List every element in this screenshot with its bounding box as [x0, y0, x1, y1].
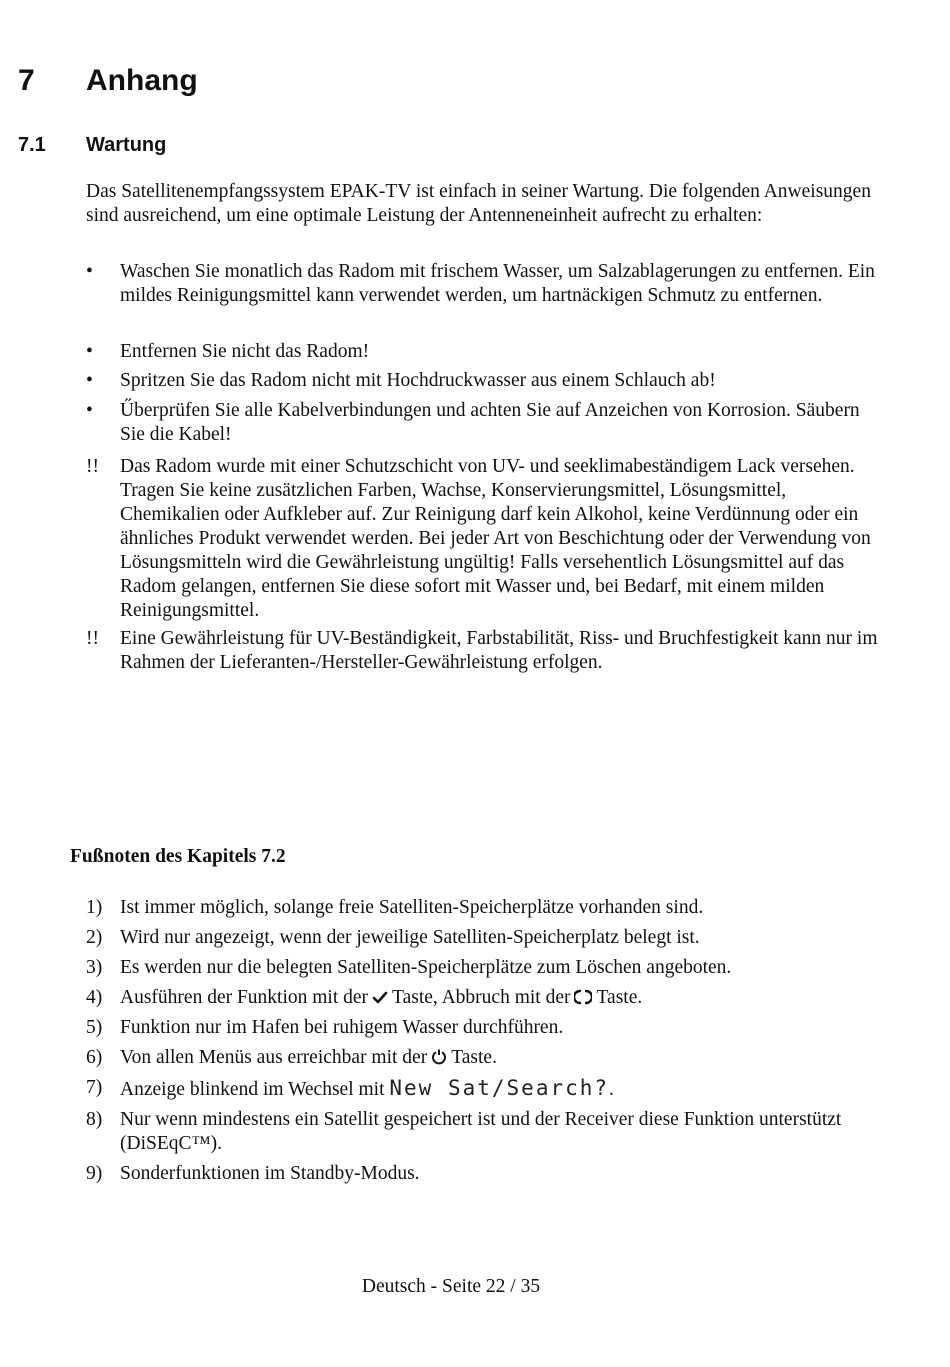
section-heading	[18, 134, 166, 157]
footnote-marker: 6)	[86, 1047, 103, 1068]
footnote-marker: 7)	[86, 1077, 103, 1098]
bullet-item	[86, 260, 886, 308]
chapter-heading	[18, 64, 198, 98]
warning-note	[86, 627, 886, 675]
footnote-item	[86, 926, 886, 950]
footnote-text-part: Anzeige blinkend im Wechsel mit	[120, 1079, 385, 1100]
warning-text: Eine Gewährleistung für UV-Beständigkeit, Farbstabilität, Riss- und Bruchfestigkeit kann nur im Rahmen der Lieferanten-/Hersteller-Gewährleistung erfolgen.	[120, 628, 878, 673]
footnote-marker: 8)	[86, 1109, 103, 1130]
footnote-marker: 9)	[86, 1163, 103, 1184]
footnote-text-part: Taste.	[596, 987, 643, 1008]
footnote-item	[86, 1076, 886, 1102]
footnotes-title: Fußnoten des Kapitels 7.2	[70, 846, 286, 867]
power-icon	[431, 1048, 447, 1072]
footnote-item	[86, 986, 886, 1012]
bullet-marker: •	[86, 261, 93, 282]
footnote-text-part: .	[609, 1079, 614, 1100]
lcd-display-text: New Sat/Search?	[389, 1076, 610, 1100]
warning-marker: !!	[86, 456, 99, 477]
footnote-text: Funktion nur im Hafen bei ruhigem Wasser durchführen.	[120, 1017, 564, 1038]
footnote-marker: 4)	[86, 987, 103, 1008]
footnote-marker: 1)	[86, 897, 103, 918]
footnote-text-part: Von allen Menüs aus erreichbar mit der	[120, 1047, 428, 1068]
bullet-text: Waschen Sie monatlich das Radom mit frischem Wasser, um Salzablagerungen zu entfernen. Ein mildes Reinigungsmittel kann verwendet werden, um hartnäckigen Schmutz zu entfernen.	[120, 261, 875, 306]
warning-marker: !!	[86, 628, 99, 649]
intro-paragraph: Das Satellitenempfangssystem EPAK-TV ist einfach in seiner Wartung. Die folgenden Anweisungen sind ausreichend, um eine optimale Leistung der Antenneneinheit aufrecht zu erhalten:	[86, 181, 871, 226]
footnote-text	[120, 986, 886, 1012]
footnote-item	[86, 1162, 886, 1186]
bullet-text: Spritzen Sie das Radom nicht mit Hochdruckwasser aus einem Schlauch ab!	[120, 370, 716, 391]
section-number: 7.1	[18, 134, 46, 156]
bullet-item	[86, 399, 886, 447]
chapter-number: 7	[18, 64, 35, 97]
footnote-text-part: Taste.	[451, 1047, 497, 1068]
footnote-text: Nur wenn mindestens ein Satellit gespeichert ist und der Receiver diese Funktion unterstützt (DiSEqC™).	[120, 1109, 842, 1154]
footnote-text: Ist immer möglich, solange freie Satelliten-Speicherplätze vorhanden sind.	[120, 897, 704, 918]
bullet-text: Űberprüfen Sie alle Kabelverbindungen und achten Sie auf Anzeichen von Korrosion. Säubern Sie die Kabel!	[120, 400, 860, 445]
footnote-text	[120, 1076, 886, 1102]
footnote-item	[86, 1016, 886, 1040]
footnote-marker: 3)	[86, 957, 103, 978]
footnote-text	[120, 1046, 886, 1072]
bullet-marker: •	[86, 400, 93, 421]
footnote-text-part: Taste, Abbruch mit der	[392, 987, 571, 1008]
warning-note	[86, 455, 886, 623]
checkmark-icon	[372, 988, 388, 1012]
bullet-item	[86, 369, 886, 393]
footnote-text: Es werden nur die belegten Satelliten-Speicherplätze zum Löschen angeboten.	[120, 957, 732, 978]
bullet-text: Entfernen Sie nicht das Radom!	[120, 341, 370, 362]
footnote-item	[86, 956, 886, 980]
page-footer: Deutsch - Seite 22 / 35	[361, 1276, 541, 1297]
footnote-item	[86, 1046, 886, 1072]
footnote-marker: 2)	[86, 927, 103, 948]
cancel-icon	[574, 988, 592, 1012]
footnote-item	[86, 896, 886, 920]
warning-text: Das Radom wurde mit einer Schutzschicht von UV- und seeklimabeständigem Lack versehen. Tragen Sie keine zusätzlichen Farben, Wachse, Konservierungsmittel, Lösungsmittel, Chemikalien oder Aufkleber auf. Zur Reinigung darf kein Alkohol, keine Verdünnung oder ein ähnliches Produkt verwendet werden. Bei jeder Art von Beschichtung oder der Verwendung von Lösungsmitteln wird die Gewährleistung ungültig! Falls versehentlich Lösungsmittel auf das Radom gelangen, entfernen Sie diese sofort mit Wasser und, bei Bedarf, mit einem milden Reinigungsmittel.	[120, 456, 871, 621]
bullet-marker: •	[86, 341, 93, 362]
footnote-item	[86, 1108, 886, 1156]
footnote-text: Wird nur angezeigt, wenn der jeweilige Satelliten-Speicherplatz belegt ist.	[120, 927, 700, 948]
chapter-title: Anhang	[86, 64, 198, 97]
bullet-item	[86, 340, 886, 364]
bullet-marker: •	[86, 370, 93, 391]
footnote-text: Sonderfunktionen im Standby-Modus.	[120, 1163, 420, 1184]
footnote-marker: 5)	[86, 1017, 103, 1038]
footnote-text-part: Ausführen der Funktion mit der	[120, 987, 369, 1008]
section-title: Wartung	[86, 134, 167, 156]
